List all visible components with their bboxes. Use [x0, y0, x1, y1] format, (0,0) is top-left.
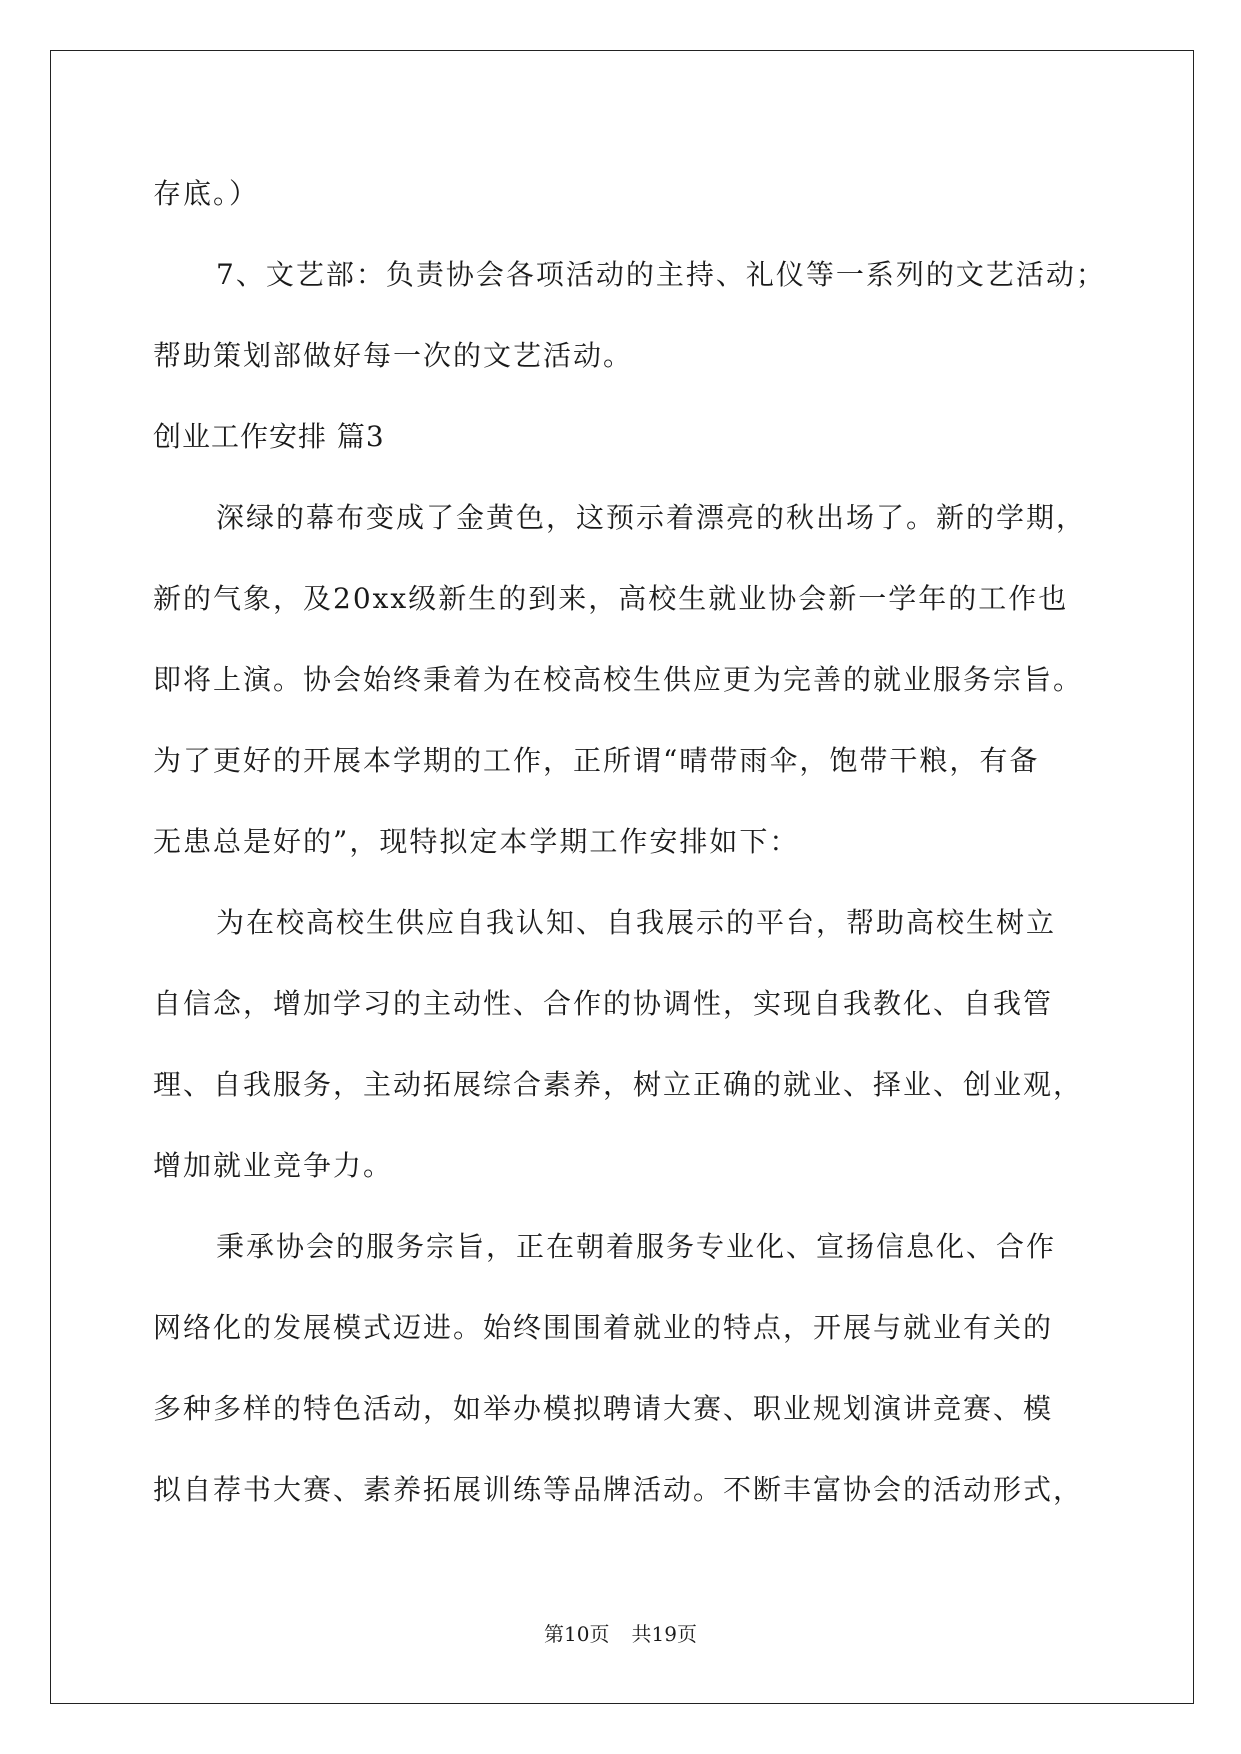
body-text-line: 自信念，增加学习的主动性、合作的协调性，实现自我教化、自我管 [153, 987, 1054, 1020]
body-text-line: 为了更好的开展本学期的工作，正所谓“晴带雨伞，饱带干粮，有备 [153, 744, 1040, 777]
body-text-line: 理、自我服务，主动拓展综合素养，树立正确的就业、择业、创业观， [153, 1068, 1084, 1101]
body-text-line: 7、文艺部：负责协会各项活动的主持、礼仪等一系列的文艺活动； [216, 258, 1106, 291]
body-text-line: 深绿的幕布变成了金黄色，这预示着漂亮的秋出场了。新的学期， [216, 501, 1087, 534]
body-text-line: 存底。） [153, 177, 260, 210]
body-text-line: 秉承协会的服务宗旨，正在朝着服务专业化、宣扬信息化、合作 [216, 1230, 1057, 1263]
body-text-line: 增加就业竞争力。 [153, 1149, 394, 1182]
body-text-line: 拟自荐书大赛、素养拓展训练等品牌活动。不断丰富协会的活动形式， [153, 1473, 1084, 1506]
page-footer [0, 1622, 1241, 1646]
body-text-line: 无患总是好的”，现特拟定本学期工作安排如下： [153, 825, 800, 858]
total-pages: 共19页 [631, 1622, 697, 1646]
section-heading: 创业工作安排 篇3 [153, 420, 385, 453]
body-text-line: 新的气象，及20xx级新生的到来，高校生就业协会新一学年的工作也 [153, 582, 1069, 615]
body-text-line: 为在校高校生供应自我认知、自我展示的平台，帮助高校生树立 [216, 906, 1057, 939]
page-number: 第10页 [544, 1622, 610, 1646]
body-text-line: 帮助策划部做好每一次的文艺活动。 [153, 339, 634, 372]
body-text-line: 即将上演。协会始终秉着为在校高校生供应更为完善的就业服务宗旨。 [153, 663, 1084, 696]
body-text-line: 网络化的发展模式迈进。始终围围着就业的特点，开展与就业有关的 [153, 1311, 1054, 1344]
body-text-line: 多种多样的特色活动，如举办模拟聘请大赛、职业规划演讲竞赛、模 [153, 1392, 1054, 1425]
page-frame [50, 50, 1194, 1704]
